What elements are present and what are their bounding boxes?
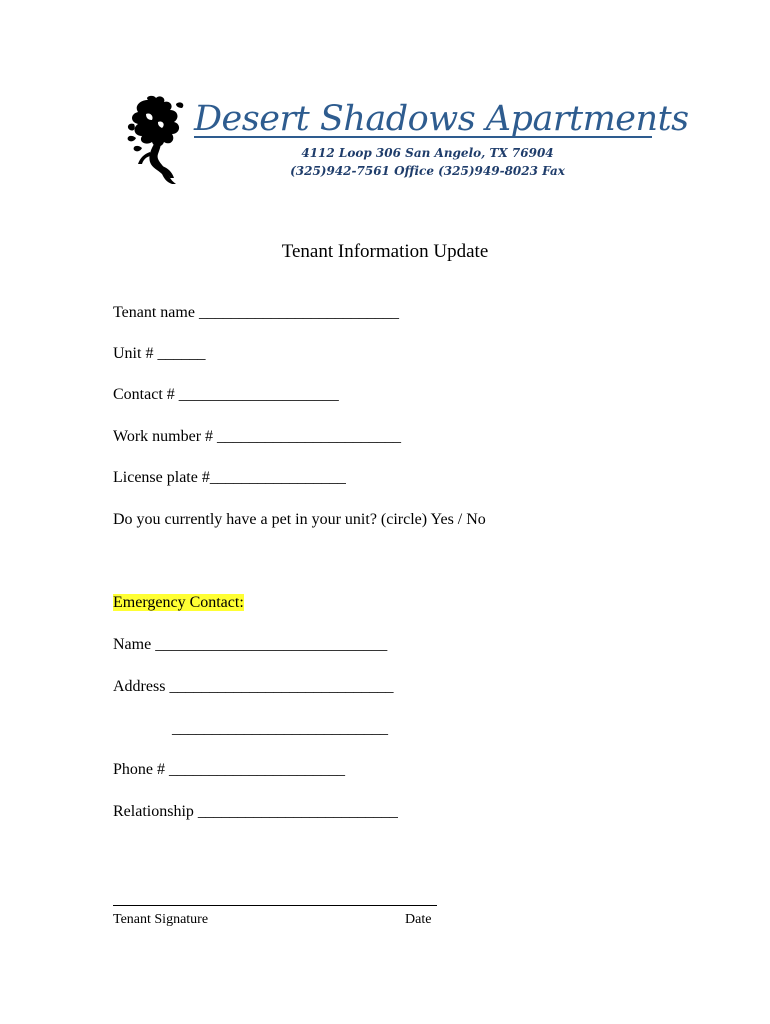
signature-line[interactable] (113, 905, 437, 906)
tenant-signature-label: Tenant Signature (113, 912, 209, 927)
emergency-contact-label: Emergency Contact: (113, 594, 244, 611)
date-label: Date (405, 912, 432, 927)
company-name-underline (194, 136, 652, 138)
emergency-name-field[interactable]: Name _____________________________ (113, 636, 388, 653)
form-title: Tenant Information Update (281, 241, 489, 262)
pet-question[interactable]: Do you currently have a pet in your unit? (circle) Yes / No (113, 511, 486, 528)
emergency-contact-heading (113, 592, 244, 614)
company-address: 4112 Loop 306 San Angelo, TX 76904 (301, 146, 554, 160)
emergency-relationship-field[interactable]: Relationship _________________________ (113, 803, 398, 820)
license-plate-field[interactable]: License plate #_________________ (113, 469, 346, 486)
emergency-phone-field[interactable]: Phone # ______________________ (113, 761, 345, 778)
emergency-address-field[interactable]: Address ____________________________ (113, 678, 394, 695)
tenant-name-field[interactable]: Tenant name _________________________ (113, 304, 399, 321)
work-number-field[interactable]: Work number # _______________________ (113, 428, 402, 445)
letterhead (0, 0, 770, 200)
emergency-address-continued-field[interactable]: ___________________________ (172, 720, 388, 737)
unit-number-field[interactable]: Unit # ______ (113, 345, 206, 362)
company-name: Desert Shadows Apartments (194, 99, 689, 139)
contact-number-field[interactable]: Contact # ____________________ (113, 386, 339, 403)
company-phones: (325)942-7561 Office (325)949-8023 Fax (290, 164, 565, 178)
